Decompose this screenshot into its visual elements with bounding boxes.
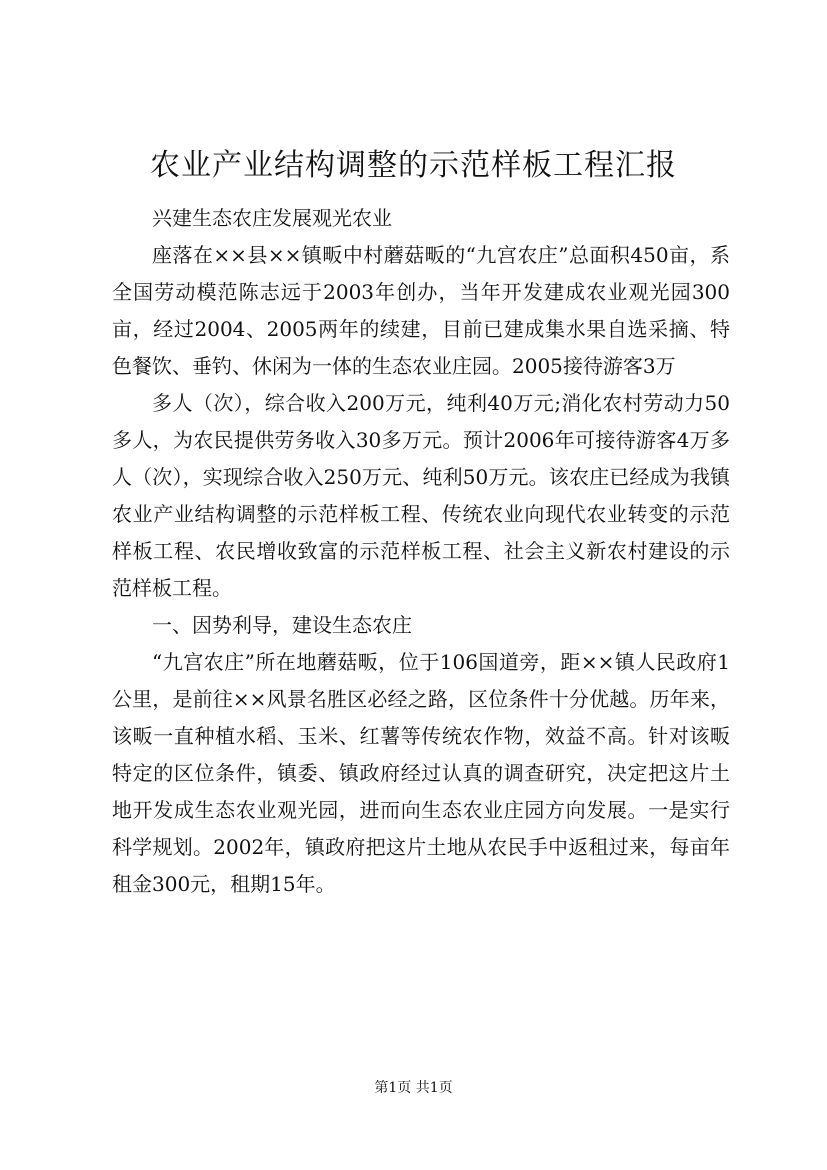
body-paragraph: 座落在××县××镇畈中村蘑菇畈的“九宫农庄”总面积450亩，系全国劳动模范陈志远于2003年创办，当年开发建成农业观光园300亩，经过2004、2005两年的续建，目前已建成集水果自选采摘、特色餐饮、垂钓、休闲为一体的生态农业庄园。2005接待游客3万 [112, 243, 730, 378]
document-body [112, 200, 730, 903]
document-title: 农业产业结构调整的示范样板工程汇报 [150, 148, 677, 183]
section-heading: 一、因势利导，建设生态农庄 [152, 613, 412, 637]
page-footer: 第1页 共1页 [374, 1080, 453, 1096]
subtitle-paragraph: 兴建生态农庄发展观光农业 [152, 206, 392, 230]
body-paragraph: 多人（次），综合收入200万元，纯利40万元;消化农村劳动力50多人，为农民提供劳务收入30多万元。预计2006年可接待游客4万多人（次），实现综合收入250万元、纯利50万元。该农庄已经成为我镇农业产业结构调整的示范样板工程、传统农业向现代农业转变的示范样板工程、农民增收致富的示范样板工程、社会主义新农村建设的示范样板工程。 [112, 391, 730, 600]
body-paragraph: “九宫农庄”所在地蘑菇畈，位于106国道旁，距××镇人民政府1公里，是前往××风景名胜区必经之路，区位条件十分优越。历年来，该畈一直种植水稻、玉米、红薯等传统农作物，效益不高。针对该畈特定的区位条件，镇委、镇政府经过认真的调查研究，决定把这片土地开发成生态农业观光园，进而向生态农业庄园方向发展。一是实行科学规划。2002年，镇政府把这片土地从农民手中返租过来，每亩年租金300元，租期15年。 [112, 650, 730, 896]
